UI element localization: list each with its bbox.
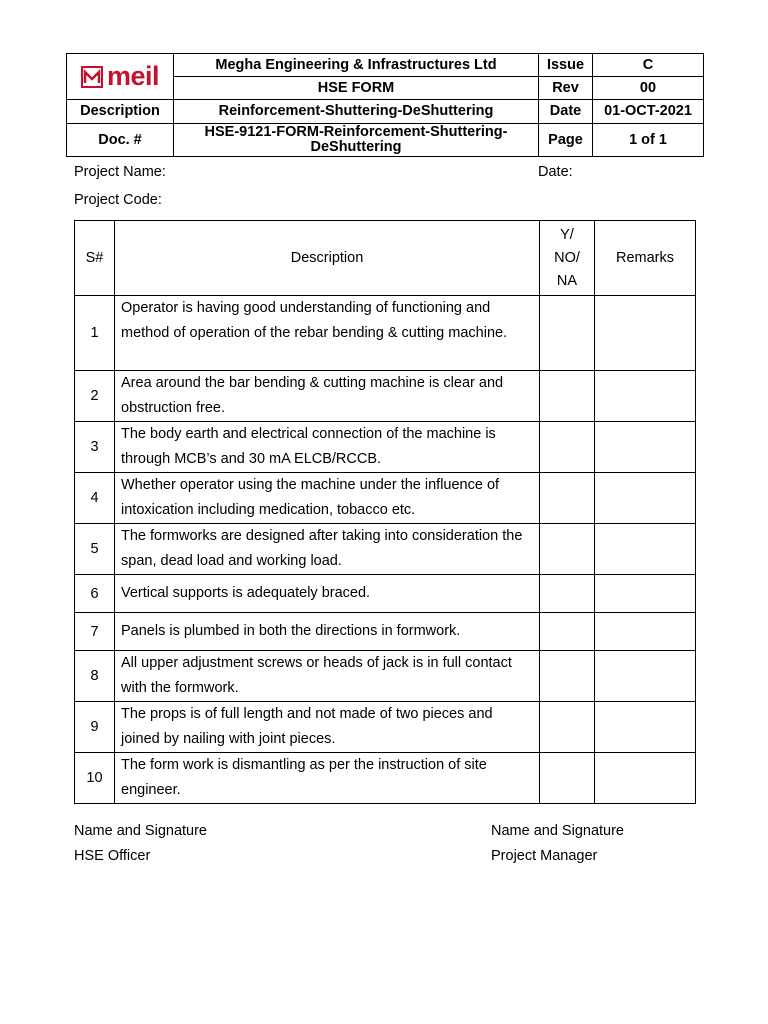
row-remarks-cell[interactable] bbox=[595, 371, 696, 422]
row-answer-cell[interactable] bbox=[540, 613, 595, 651]
checklist-header-row bbox=[75, 221, 696, 296]
row-number: 8 bbox=[75, 651, 115, 702]
row-answer-cell[interactable] bbox=[540, 651, 595, 702]
row-answer-cell[interactable] bbox=[540, 371, 595, 422]
row-remarks-cell[interactable] bbox=[595, 753, 696, 804]
description-label: Description bbox=[67, 100, 174, 124]
row-description: The form work is dismantling as per the instruction of site engineer. bbox=[115, 753, 540, 804]
row-remarks-cell[interactable] bbox=[595, 296, 696, 371]
row-answer-cell[interactable] bbox=[540, 422, 595, 473]
row-number: 5 bbox=[75, 524, 115, 575]
page-label: Page bbox=[539, 124, 593, 157]
issue-label: Issue bbox=[539, 54, 593, 77]
table-row bbox=[75, 473, 696, 524]
project-code-label: Project Code: bbox=[74, 192, 162, 208]
table-row bbox=[75, 651, 696, 702]
col-header-yes-no-na bbox=[540, 221, 595, 296]
row-remarks-cell[interactable] bbox=[595, 575, 696, 613]
form-header-table bbox=[66, 53, 704, 157]
col-header-description: Description bbox=[115, 221, 540, 296]
date-value: 01-OCT-2021 bbox=[593, 100, 704, 124]
table-row bbox=[75, 702, 696, 753]
project-name-label: Project Name: bbox=[74, 164, 166, 180]
row-number: 3 bbox=[75, 422, 115, 473]
row-remarks-cell[interactable] bbox=[595, 524, 696, 575]
row-answer-cell[interactable] bbox=[540, 524, 595, 575]
row-number: 2 bbox=[75, 371, 115, 422]
row-number: 7 bbox=[75, 613, 115, 651]
row-number: 6 bbox=[75, 575, 115, 613]
row-remarks-cell[interactable] bbox=[595, 651, 696, 702]
table-row bbox=[75, 753, 696, 804]
row-description: Operator is having good understanding of functioning and method of operation of the rebar bending & cutting machine. bbox=[115, 296, 540, 371]
row-description: Whether operator using the machine under the influence of intoxication including medication, tobacco etc. bbox=[115, 473, 540, 524]
row-description: The formworks are designed after taking into consideration the span, dead load and working load. bbox=[115, 524, 540, 575]
doc-number-label: Doc. # bbox=[67, 124, 174, 157]
table-row bbox=[75, 296, 696, 371]
signature-label: Name and Signature bbox=[74, 823, 207, 839]
date-label: Date bbox=[539, 100, 593, 124]
row-remarks-cell[interactable] bbox=[595, 422, 696, 473]
signatory-role: HSE Officer bbox=[74, 848, 151, 864]
signature-label: Name and Signature bbox=[491, 823, 624, 839]
row-description: The body earth and electrical connection of the machine is through MCB’s and 30 mA ELCB/RCCB. bbox=[115, 422, 540, 473]
signatory-role: Project Manager bbox=[491, 848, 598, 864]
row-remarks-cell[interactable] bbox=[595, 473, 696, 524]
row-answer-cell[interactable] bbox=[540, 753, 595, 804]
table-row bbox=[75, 613, 696, 651]
page-value: 1 of 1 bbox=[593, 124, 704, 157]
row-answer-cell[interactable] bbox=[540, 296, 595, 371]
row-description: Vertical supports is adequately braced. bbox=[115, 575, 540, 613]
issue-value: C bbox=[593, 54, 704, 77]
row-remarks-cell[interactable] bbox=[595, 613, 696, 651]
row-number: 9 bbox=[75, 702, 115, 753]
row-description: Area around the bar bending & cutting machine is clear and obstruction free. bbox=[115, 371, 540, 422]
company-logo-cell bbox=[67, 54, 174, 100]
row-answer-cell[interactable] bbox=[540, 473, 595, 524]
hse-officer-signature-block bbox=[74, 819, 207, 869]
col-header-remarks: Remarks bbox=[595, 221, 696, 296]
table-row bbox=[75, 422, 696, 473]
company-logo bbox=[69, 63, 171, 90]
rev-label: Rev bbox=[539, 77, 593, 100]
row-answer-cell[interactable] bbox=[540, 575, 595, 613]
row-remarks-cell[interactable] bbox=[595, 702, 696, 753]
meil-emblem-icon bbox=[81, 66, 103, 88]
project-manager-signature-block bbox=[491, 819, 624, 869]
doc-number-value: HSE-9121-FORM-Reinforcement-Shuttering-DeShuttering bbox=[174, 124, 539, 157]
row-number: 10 bbox=[75, 753, 115, 804]
row-number: 4 bbox=[75, 473, 115, 524]
yn-header-line: NA bbox=[556, 272, 578, 289]
row-description: All upper adjustment screws or heads of jack is in full contact with the formwork. bbox=[115, 651, 540, 702]
logo-wordmark: meil bbox=[106, 61, 160, 91]
checklist-table bbox=[74, 220, 696, 804]
description-value: Reinforcement-Shuttering-DeShuttering bbox=[174, 100, 539, 124]
row-number: 1 bbox=[75, 296, 115, 371]
table-row bbox=[75, 524, 696, 575]
date-field-label: Date: bbox=[538, 164, 573, 180]
row-answer-cell[interactable] bbox=[540, 702, 595, 753]
row-description: The props is of full length and not made of two pieces and joined by nailing with joint pieces. bbox=[115, 702, 540, 753]
rev-value: 00 bbox=[593, 77, 704, 100]
form-type: HSE FORM bbox=[174, 77, 539, 100]
table-row bbox=[75, 371, 696, 422]
yn-header-line: NO/ bbox=[554, 249, 580, 266]
col-header-sno: S# bbox=[75, 221, 115, 296]
row-description: Panels is plumbed in both the directions in formwork. bbox=[115, 613, 540, 651]
yn-header-line: Y/ bbox=[560, 226, 574, 243]
table-row bbox=[75, 575, 696, 613]
company-name: Megha Engineering & Infrastructures Ltd bbox=[174, 54, 539, 77]
